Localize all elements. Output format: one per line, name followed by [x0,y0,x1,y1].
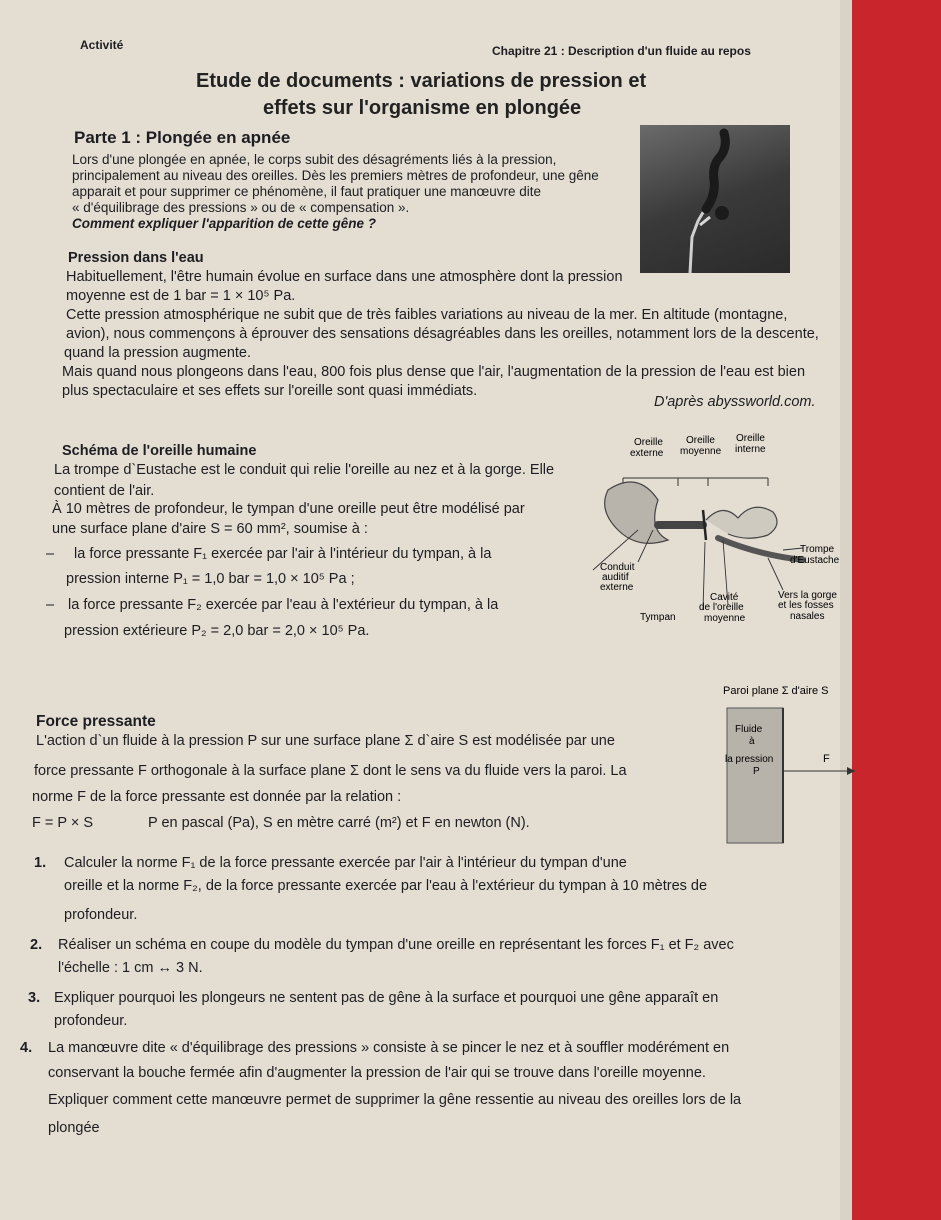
page-title-line1: Etude de documents : variations de pression et [196,70,647,92]
label-cavite: moyenne [704,613,746,624]
oreille-line: La trompe d`Eustache est le conduit qui relie l'oreille au nez et à la gorge. Elle [54,462,555,478]
question-line: conservant la bouche fermée afin d'augmenter la pression de l'air qui se trouve dans l'oreille moyenne. [48,1065,706,1081]
label-fluide: Fluide [735,724,763,735]
bullet1-line-a: la force pressante F₁ exercée par l'air à l'intérieur du tympan, à la [74,546,492,562]
pression-line: moyenne est de 1 bar = 1 × 10⁵ Pa. [66,288,296,304]
question-line: oreille et la norme F₂, de la force pressante exercée par l'eau à l'extérieur du tympan à 10 mètres de [64,878,708,894]
red-folder-edge [852,0,941,1220]
part1-intro-line: principalement au niveau des oreilles. Dès les premiers mètres de profondeur, une gêne [72,168,599,183]
part1-intro-line: Lors d'une plongée en apnée, le corps subit des désagréments liés à la pression, [72,152,557,167]
label-conduit: externe [600,582,634,593]
question-line: plongée [48,1120,100,1136]
question-line: Réaliser un schéma en coupe du modèle du tympan d'une oreille en représentant les forces F₁ et F₂ avec [58,937,734,953]
question-number: 4. [20,1040,33,1056]
bullet-dash: – [46,597,55,613]
bullet-dash: – [46,546,55,562]
bullet2-line-a: la force pressante F₂ exercée par l'eau à l'extérieur du tympan, à la [68,597,499,613]
force-line: force pressante F orthogonale à la surface plane Σ dont le sens va du fluide vers la paroi. La [34,763,627,779]
question-line: La manœuvre dite « d'équilibrage des pressions » consiste à se pincer le nez et à souffler modérément en [48,1040,730,1056]
ear-diagram [578,430,858,630]
pression-line: Mais quand nous plongeons dans l'eau, 800 fois plus dense que l'air, l'augmentation de la pression de l'eau est bien [62,364,806,380]
source-citation: D'après abyssworld.com. [654,394,816,410]
question-line: Expliquer comment cette manœuvre permet de supprimer la gêne ressentie au niveau des oreilles lors de la [48,1092,742,1108]
label-oreille-moyenne: moyenne [680,446,722,457]
question-line: profondeur. [54,1013,128,1029]
force-formula-desc: P en pascal (Pa), S en mètre carré (m²) et F en newton (N). [148,815,530,831]
label-conduit: auditif [602,572,629,583]
pression-line: plus spectaculaire et ses effets sur l'oreille sont quasi immédiats. [62,383,478,399]
oreille-heading: Schéma de l'oreille humaine [62,443,257,459]
label-cavite: Cavité [710,592,739,603]
force-arrow-head [847,767,855,775]
label-oreille-externe: Oreille [634,437,663,448]
force-formula: F = P × S [32,815,93,831]
label-fluide: à [749,736,755,747]
label-tympan: Tympan [640,612,676,623]
question-line: l'échelle : 1 cm ↔ 3 N. [58,960,203,976]
oreille-line: contient de l'air. [54,483,155,499]
pression-line: quand la pression augmente. [64,345,252,361]
bullet2-line-b: pression extérieure P₂ = 2,0 bar = 2,0 × 10⁵ Pa. [64,623,370,639]
question-number: 3. [28,990,41,1006]
oreille-line: À 10 mètres de profondeur, le tympan d'une oreille peut être modélisé par [52,501,525,517]
label-fluide: la pression [725,754,774,765]
label-oreille-interne: interne [735,444,766,455]
part1-heading: Parte 1 : Plongée en apnée [74,128,291,147]
label-gorge: Vers la gorge [778,590,837,601]
label-f-vector: F [823,753,830,765]
label-oreille-externe: externe [630,448,664,459]
label-oreille-moyenne: Oreille [686,435,715,446]
label-oreille-interne: Oreille [736,433,765,444]
chapter-label: Chapitre 21 : Description d'un fluide au repos [492,44,751,58]
activity-label: Activité [80,38,124,52]
label-trompe: Trompe [800,544,835,555]
label-gorge: nasales [790,611,825,622]
pression-line: Habituellement, l'être humain évolue en surface dans une atmosphère dont la pression [66,269,623,285]
oreille-line: une surface plane d'aire S = 60 mm², soumise à : [52,521,368,537]
part1-intro-line: apparait et pour supprimer ce phénomène, il faut pratiquer une manœuvre dite [72,184,542,199]
question-number: 2. [30,937,43,953]
part1-question: Comment expliquer l'apparition de cette gêne ? [72,216,377,231]
bullet1-line-b: pression interne P₁ = 1,0 bar = 1,0 × 10⁵ Pa ; [66,571,355,587]
question-line: Expliquer pourquoi les plongeurs ne sentent pas de gêne à la surface et pourquoi une gêne apparaît en [54,990,719,1006]
force-line: norme F de la force pressante est donnée par la relation : [32,789,402,805]
force-line: L'action d`un fluide à la pression P sur une surface plane Σ d`aire S est modélisée par une [36,733,615,749]
part1-intro-line: « d'équilibrage des pressions » ou de « compensation ». [72,200,410,215]
question-line: profondeur. [64,907,138,923]
label-conduit: Conduit [600,562,635,573]
pression-line: Cette pression atmosphérique ne subit que de très faibles variations au niveau de la mer. En altitude (montagne, [66,307,788,323]
force-heading: Force pressante [36,713,156,730]
diver-photo [640,125,790,273]
label-gorge: et les fosses [778,600,834,611]
wall-diagram [715,680,865,845]
question-line: Calculer la norme F₁ de la force pressante exercée par l'air à l'intérieur du tympan d'une [64,855,627,871]
label-fluide-p: P [753,766,760,777]
question-number: 1. [34,855,47,871]
label-cavite: de l'oreille [699,602,744,613]
pression-heading: Pression dans l'eau [68,250,204,266]
label-trompe: d'Eustache [790,555,840,566]
label-paroi: Paroi plane Σ d'aire S [723,685,829,697]
page-title-line2: effets sur l'organisme en plongée [263,97,582,119]
pression-line: avion), nous commençons à éprouver des sensations désagréables dans les oreilles, notamment lors de la descente, [66,326,819,342]
